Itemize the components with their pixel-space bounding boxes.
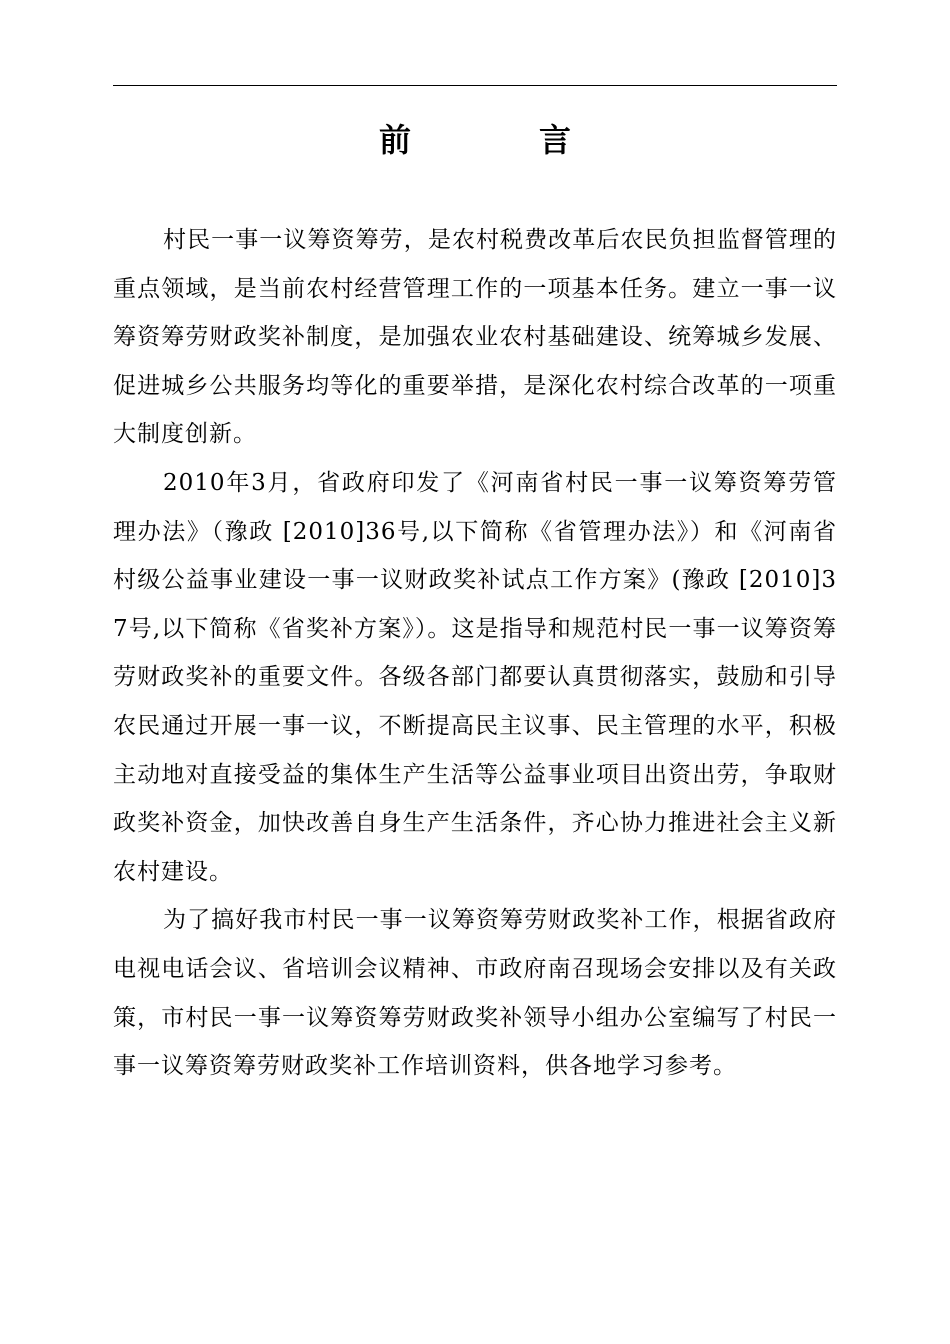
header-rule xyxy=(113,85,837,86)
document-body xyxy=(113,216,837,1091)
page-title: 前 言 xyxy=(378,121,619,159)
paragraph-policy-documents: 2010年3月，省政府印发了《河南省村民一事一议筹资筹劳管理办法》（豫政 [2010]36号,以下简称《省管理办法》）和《河南省村级公益事业建设一事一议财政奖补试点工作方案》(豫政 [2010]37号,以下简称《省奖补方案》）。这是指导和规范村民一事一议筹资筹劳财政奖补的重要文件。各级各部门都要认真贯彻落实，鼓励和引导农民通过开展一事一议，不断提高民主议事、民主管理的水平，积极主动地对直接受益的集体生产生活等公益事业项目出资出劳，争取财政奖补资金，加快改善自身生产生活条件，齐心协力推进社会主义新农村建设。 xyxy=(113,469,837,885)
paragraph-intro: 村民一事一议筹资筹劳，是农村税费改革后农民负担监督管理的重点领域，是当前农村经营管理工作的一项基本任务。建立一事一议筹资筹劳财政奖补制度，是加强农业农村基础建设、统筹城乡发展、促进城乡公共服务均等化的重要举措，是深化农村综合改革的一项重大制度创新。 xyxy=(113,227,837,448)
paragraph-training-materials: 为了搞好我市村民一事一议筹资筹劳财政奖补工作，根据省政府电视电话会议、省培训会议精神、市政府南召现场会安排以及有关政策，市村民一事一议筹资筹劳财政奖补领导小组办公室编写了村民一事一议筹资筹劳财政奖补工作培训资料，供各地学习参考。 xyxy=(113,907,837,1080)
